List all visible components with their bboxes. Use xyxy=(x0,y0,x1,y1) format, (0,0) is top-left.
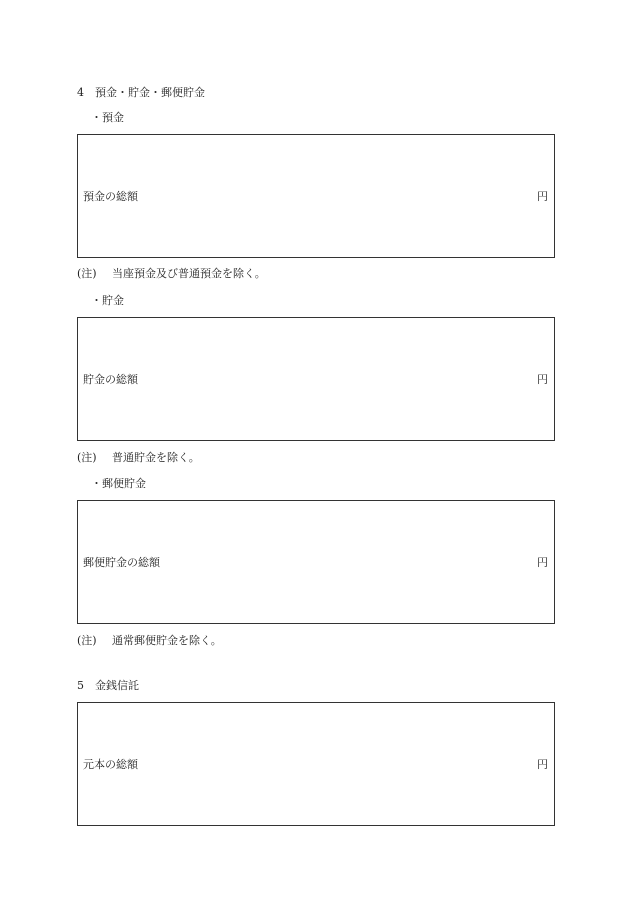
postal-savings-note-marker: (注) xyxy=(77,634,97,647)
principal-yen-unit: 円 xyxy=(537,758,548,771)
savings-total-box xyxy=(77,317,555,441)
principal-total-box xyxy=(77,702,555,826)
savings-yen-unit: 円 xyxy=(537,373,548,386)
principal-total-label: 元本の総額 xyxy=(83,758,138,771)
deposit-heading: ・預金 xyxy=(91,111,124,124)
postal-savings-yen-unit: 円 xyxy=(537,556,548,569)
savings-note: 普通貯金を除く。 xyxy=(112,451,200,464)
deposit-note: 当座預金及び普通預金を除く。 xyxy=(112,267,266,280)
deposit-yen-unit: 円 xyxy=(537,190,548,203)
section-5-title: 金銭信託 xyxy=(95,679,139,692)
deposit-total-box xyxy=(77,134,555,258)
postal-savings-total-label: 郵便貯金の総額 xyxy=(83,556,160,569)
postal-savings-note: 通常郵便貯金を除く。 xyxy=(112,634,222,647)
section-5-number: 5 xyxy=(77,679,84,692)
savings-note-marker: (注) xyxy=(77,451,97,464)
section-4-number: 4 xyxy=(77,86,84,99)
savings-total-label: 貯金の総額 xyxy=(83,373,138,386)
deposit-total-label: 預金の総額 xyxy=(83,190,138,203)
section-4-title: 預金・貯金・郵便貯金 xyxy=(95,86,205,99)
postal-savings-heading: ・郵便貯金 xyxy=(91,477,146,490)
postal-savings-total-box xyxy=(77,500,555,624)
deposit-note-marker: (注) xyxy=(77,267,97,280)
savings-heading: ・貯金 xyxy=(91,294,124,307)
